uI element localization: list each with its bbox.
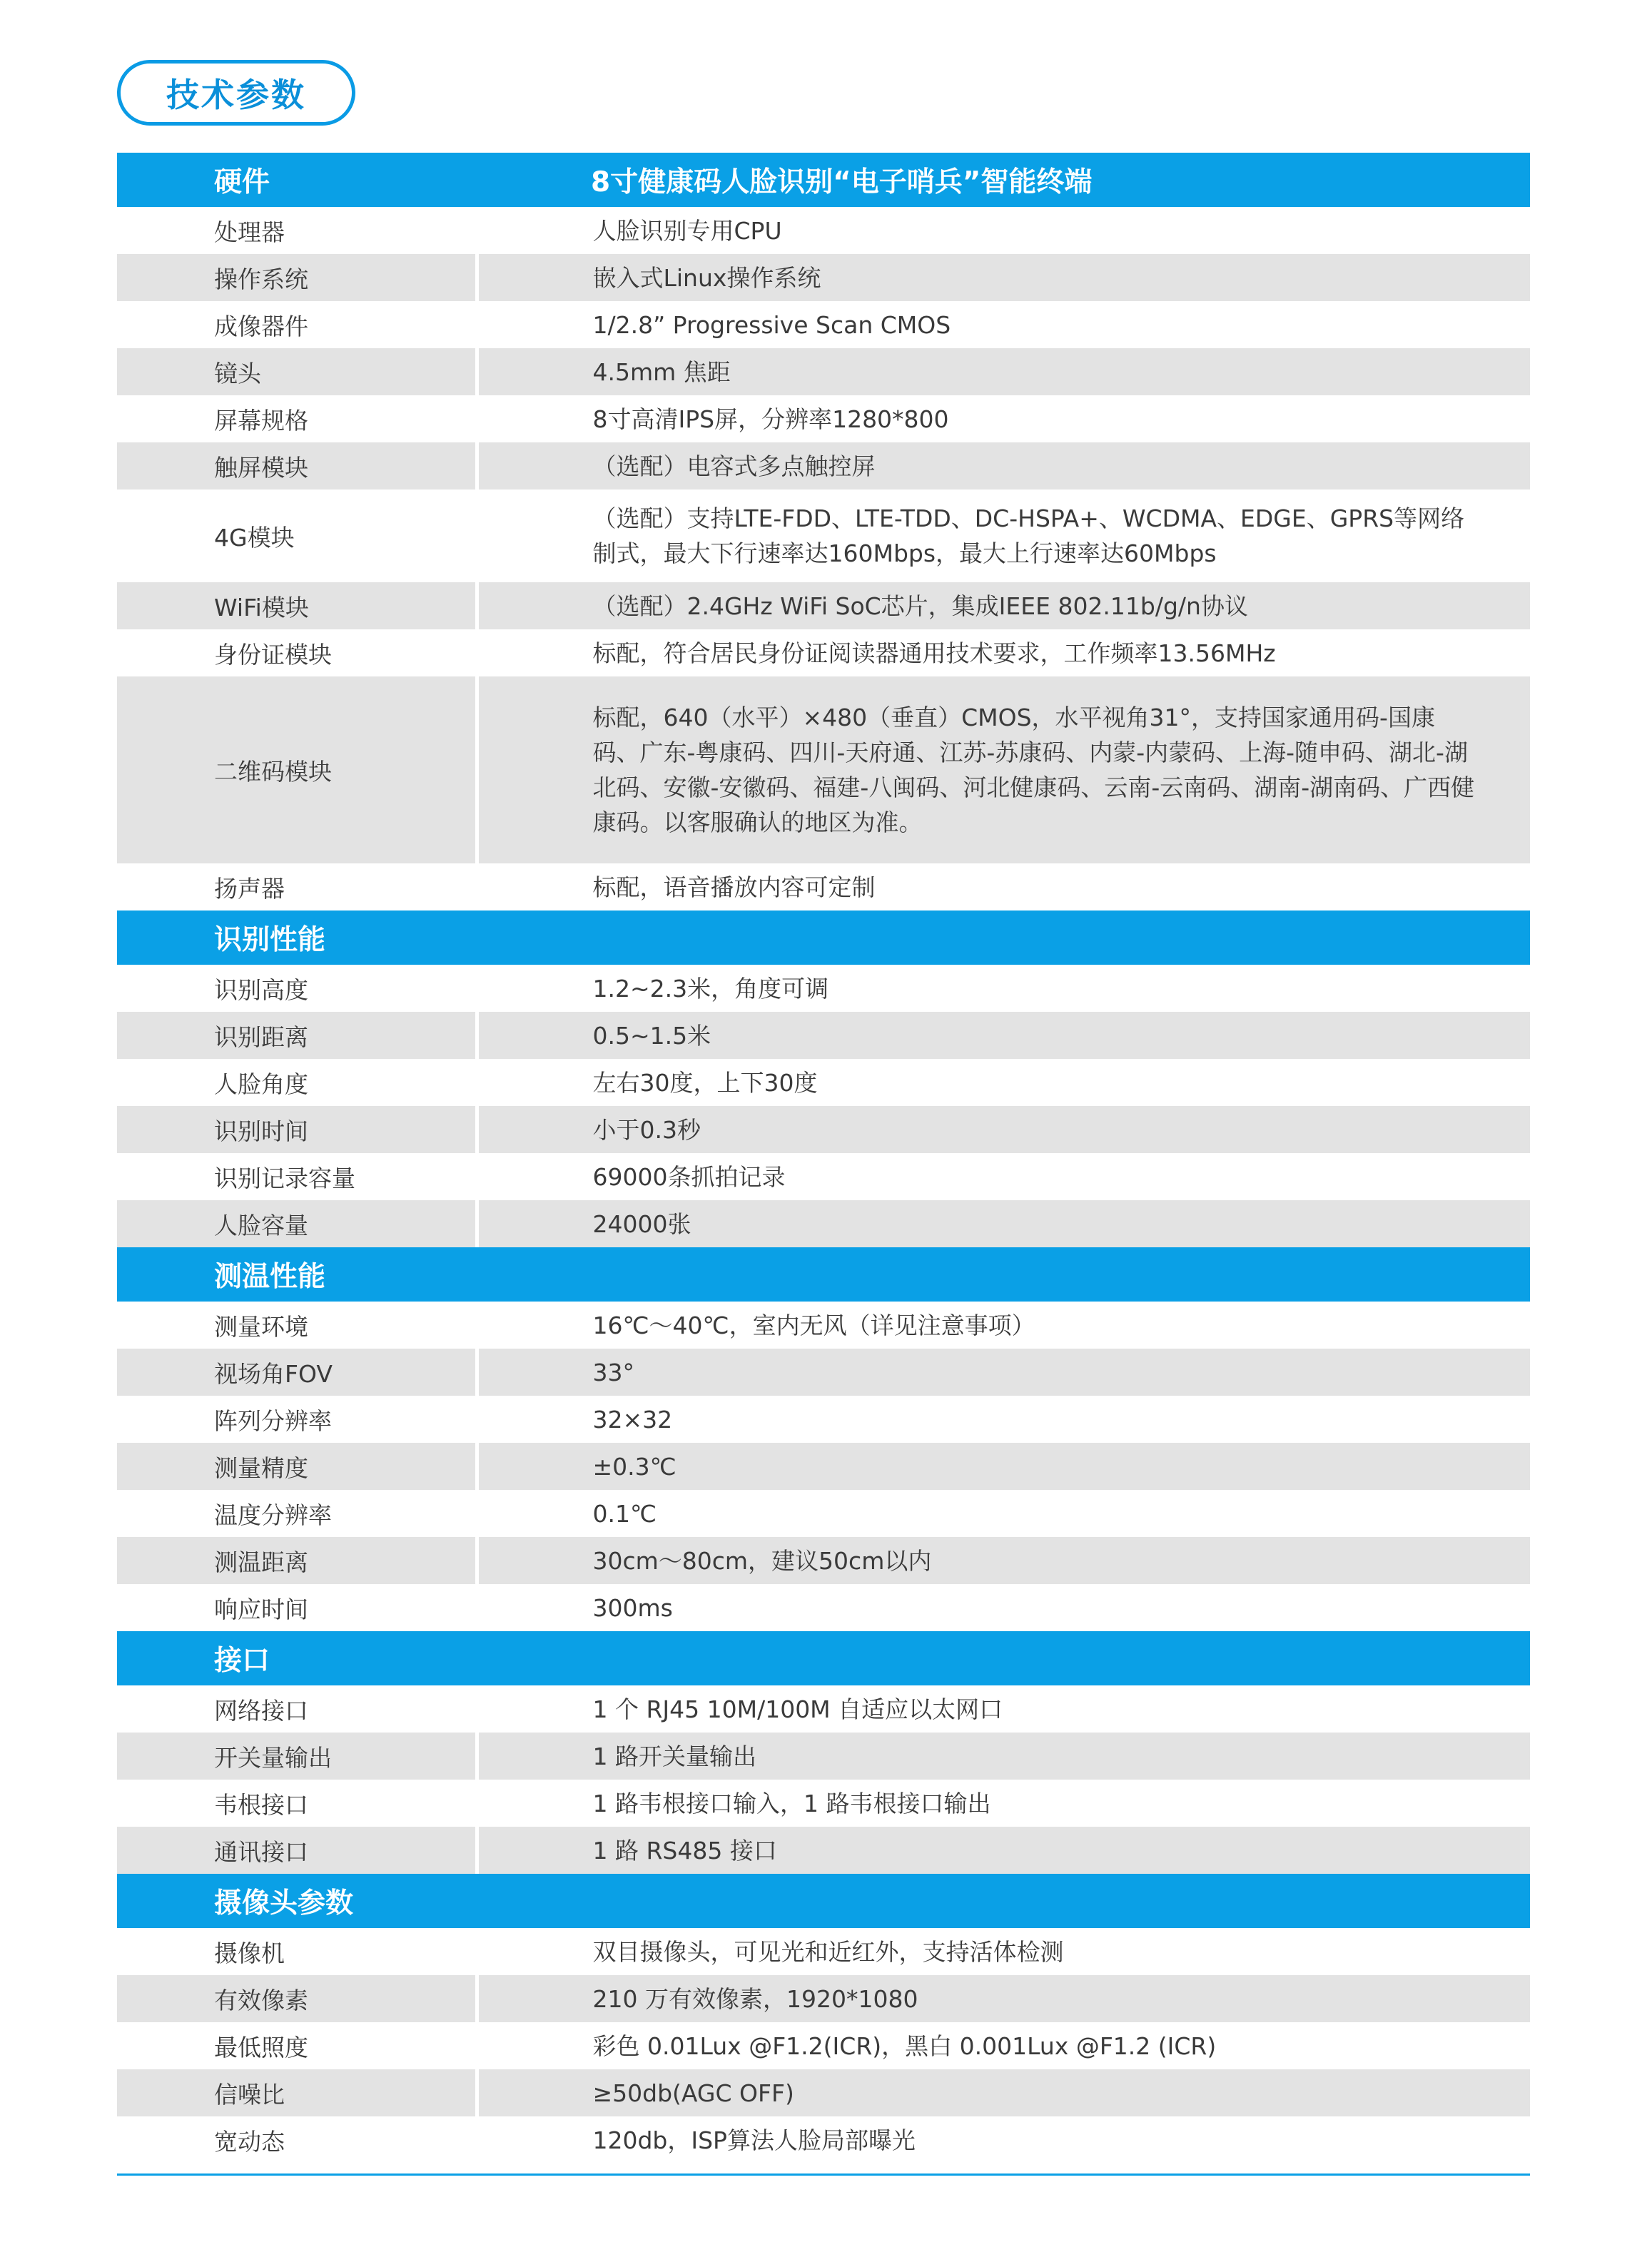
row-label: 镜头: [117, 348, 477, 395]
row-value: （选配）电容式多点触控屏: [477, 442, 1530, 490]
table-row: [117, 442, 1530, 490]
table-row: [117, 629, 1530, 676]
section-header-camera: [117, 1874, 1530, 1928]
row-value: 标配，640（水平）×480（垂直）CMOS，水平视角31°，支持国家通用码-国康码、广东-粤康码、四川-天府通、江苏-苏康码、内蒙-内蒙码、上海-随申码、湖北-湖北码、安徽-安徽码、福建-八闽码、河北健康码、云南-云南码、湖南-湖南码、广西健康码。以客服确认的地区为准。: [477, 676, 1530, 863]
table-row: [117, 1733, 1530, 1780]
row-label: 摄像机: [117, 1928, 477, 1975]
section-title: 硬件: [117, 153, 477, 207]
row-label: 网络接口: [117, 1685, 477, 1733]
row-label: 响应时间: [117, 1584, 477, 1631]
table-row: [117, 2116, 1530, 2164]
table-row: [117, 1975, 1530, 2022]
table-row: [117, 348, 1530, 395]
row-value: 16℃～40℃，室内无风（详见注意事项）: [592, 1311, 1035, 1339]
section-header-recognition: [117, 911, 1530, 965]
row-label: WiFi模块: [117, 582, 477, 629]
row-value: 人脸识别专用CPU: [592, 216, 782, 245]
table-row: [117, 1537, 1530, 1584]
row-value: 30cm～80cm，建议50cm以内: [477, 1537, 1530, 1584]
row-value: 1.2~2.3米，角度可调: [592, 974, 829, 1003]
row-label: 温度分辨率: [117, 1490, 477, 1537]
row-label: 测量环境: [117, 1302, 477, 1349]
row-label: 人脸容量: [117, 1200, 477, 1247]
row-label: 开关量输出: [117, 1733, 477, 1780]
table-row: [117, 2069, 1530, 2116]
row-value: 33°: [477, 1349, 1530, 1396]
table-row: [117, 1200, 1530, 1247]
row-label: 有效像素: [117, 1975, 477, 2022]
table-row: [117, 582, 1530, 629]
table-row: [117, 207, 1530, 254]
row-label: 身份证模块: [117, 629, 477, 676]
row-value: 69000条抓拍记录: [592, 1162, 786, 1191]
row-label: 屏幕规格: [117, 395, 477, 442]
table-row: [117, 254, 1530, 301]
row-label: 通讯接口: [117, 1827, 477, 1874]
section-header-value: [477, 911, 1530, 965]
row-label: 识别距离: [117, 1012, 477, 1059]
row-value: 标配，符合居民身份证阅读器通用技术要求，工作频率13.56MHz: [592, 639, 1276, 667]
table-row: [117, 1153, 1530, 1200]
table-row: [117, 1106, 1530, 1153]
row-value: 300ms: [592, 1593, 673, 1622]
row-value: 1 路开关量输出: [477, 1733, 1530, 1780]
row-label: 视场角FOV: [117, 1349, 477, 1396]
bottom-divider: [117, 2173, 1530, 2176]
table-row: [117, 1928, 1530, 1975]
row-label: 宽动态: [117, 2116, 477, 2164]
row-label: 阵列分辨率: [117, 1396, 477, 1443]
table-row: [117, 1396, 1530, 1443]
section-title: 测温性能: [117, 1247, 477, 1302]
section-header-interfaces: [117, 1631, 1530, 1685]
row-label: 二维码模块: [117, 676, 477, 863]
table-row: [117, 1685, 1530, 1733]
row-value: 0.1℃: [592, 1499, 657, 1528]
row-value: 32×32: [592, 1405, 673, 1434]
table-row: [117, 490, 1530, 582]
row-value: （选配）2.4GHz WiFi SoC芯片，集成IEEE 802.11b/g/n协议: [477, 582, 1530, 629]
table-row: [117, 965, 1530, 1012]
section-header-value: 8寸健康码人脸识别“电子哨兵”智能终端: [477, 153, 1530, 207]
section-title: 摄像头参数: [117, 1874, 477, 1928]
section-header-value: [477, 1247, 1530, 1302]
row-value: 24000张: [477, 1200, 1530, 1247]
table-row: [117, 395, 1530, 442]
table-row: [117, 2022, 1530, 2069]
row-value: 1 路 RS485 接口: [477, 1827, 1530, 1874]
table-row: [117, 1584, 1530, 1631]
table-row: [117, 1349, 1530, 1396]
row-label: 4G模块: [117, 490, 477, 582]
row-label: 成像器件: [117, 301, 477, 348]
table-row: [117, 1827, 1530, 1874]
section-header-hardware: [117, 153, 1530, 207]
row-value: 1 路韦根接口输入，1 路韦根接口输出: [592, 1789, 991, 1817]
row-label: 最低照度: [117, 2022, 477, 2069]
row-value: 1 个 RJ45 10M/100M 自适应以太网口: [592, 1695, 1003, 1723]
row-value: ≥50db(AGC OFF): [477, 2069, 1530, 2116]
row-value: 标配，语音播放内容可定制: [592, 873, 876, 901]
table-row: [117, 863, 1530, 911]
row-label: 操作系统: [117, 254, 477, 301]
row-value: 双目摄像头，可见光和近红外，支持活体检测: [592, 1937, 1064, 1966]
section-header-value: [477, 1631, 1530, 1685]
table-row: [117, 1443, 1530, 1490]
row-value: 1/2.8” Progressive Scan CMOS: [592, 310, 951, 339]
table-row: [117, 1012, 1530, 1059]
row-label: 识别时间: [117, 1106, 477, 1153]
row-value: 210 万有效像素，1920*1080: [477, 1975, 1530, 2022]
row-label: 韦根接口: [117, 1780, 477, 1827]
row-value: 彩色 0.01Lux @F1.2(ICR)，黑白 0.001Lux @F1.2 (ICR): [592, 2032, 1217, 2060]
row-label: 测温距离: [117, 1537, 477, 1584]
spec-table: [117, 153, 1530, 2164]
row-value: 4.5mm 焦距: [477, 348, 1530, 395]
table-row: [117, 1302, 1530, 1349]
row-label: 识别高度: [117, 965, 477, 1012]
row-value: （选配）支持LTE-FDD、LTE-TDD、DC-HSPA+、WCDMA、EDGE、GPRS等网络制式，最大下行速率达160Mbps，最大上行速率达60Mbps: [592, 504, 1465, 567]
row-value: 嵌入式Linux操作系统: [477, 254, 1530, 301]
row-value: 0.5~1.5米: [477, 1012, 1530, 1059]
table-row: [117, 1490, 1530, 1537]
row-label: 触屏模块: [117, 442, 477, 490]
section-header-temperature: [117, 1247, 1530, 1302]
row-label: 人脸角度: [117, 1059, 477, 1106]
row-label: 扬声器: [117, 863, 477, 911]
section-title: 接口: [117, 1631, 477, 1685]
table-row: [117, 1780, 1530, 1827]
row-value: 左右30度，上下30度: [592, 1068, 818, 1097]
row-label: 处理器: [117, 207, 477, 254]
table-row: [117, 301, 1530, 348]
table-row: [117, 1059, 1530, 1106]
section-header-value: [477, 1874, 1530, 1928]
row-value: 小于0.3秒: [477, 1106, 1530, 1153]
row-value: ±0.3℃: [477, 1443, 1530, 1490]
row-label: 信噪比: [117, 2069, 477, 2116]
section-title: 识别性能: [117, 911, 477, 965]
row-label: 识别记录容量: [117, 1153, 477, 1200]
row-value: 120db，ISP算法人脸局部曝光: [592, 2126, 916, 2154]
page-title: 技术参数: [117, 60, 355, 126]
row-label: 测量精度: [117, 1443, 477, 1490]
row-value: 8寸高清IPS屏，分辨率1280*800: [592, 405, 949, 433]
table-row: [117, 676, 1530, 863]
